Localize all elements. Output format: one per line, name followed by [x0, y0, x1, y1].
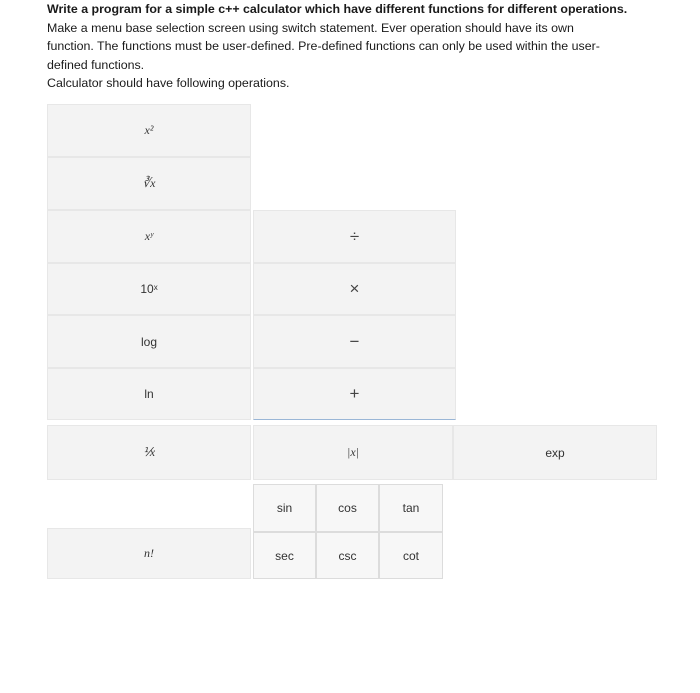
absolute-label: |x|	[347, 445, 359, 459]
sec-label: sec	[275, 548, 294, 563]
cube-root-label: ∛x	[142, 176, 156, 190]
plus-icon: +	[349, 384, 360, 403]
power-label: xʸ	[144, 229, 154, 243]
ten-power-label: 10ˣ	[140, 282, 158, 296]
question-line-3: function. The functions must be user-defined. Pre-defined functions can only be used within the user-	[47, 39, 600, 54]
ln-label: ln	[144, 387, 154, 401]
reciprocal-label: ⅟x	[142, 445, 156, 459]
question-text	[47, 0, 667, 93]
exp-button[interactable]	[453, 425, 657, 480]
sin-label: sin	[276, 501, 293, 515]
cos-label: cos	[338, 501, 357, 515]
log-label: log	[140, 334, 157, 349]
sin-button[interactable]	[253, 484, 316, 532]
absolute-button[interactable]	[253, 425, 453, 480]
square-button[interactable]	[47, 104, 251, 157]
square-label: x²	[144, 123, 154, 137]
question-title: Write a program for a simple c++ calculator which have different functions for different operations.	[47, 2, 628, 16]
exp-label: exp	[545, 445, 565, 460]
log-button[interactable]	[47, 315, 251, 368]
question-line-2: Make a menu base selection screen using switch statement. Ever operation should have its own	[47, 20, 574, 35]
cot-button[interactable]	[379, 532, 443, 579]
divide-button[interactable]	[253, 210, 456, 263]
subtract-button[interactable]	[253, 315, 456, 368]
factorial-label: n!	[144, 546, 154, 560]
ten-power-button[interactable]	[47, 263, 251, 315]
multiply-icon: ×	[349, 279, 360, 298]
minus-icon: −	[349, 331, 360, 351]
multiply-button[interactable]	[253, 263, 456, 315]
ln-button[interactable]	[47, 368, 251, 420]
cot-label: cot	[402, 548, 419, 563]
csc-button[interactable]	[316, 532, 379, 579]
power-button[interactable]	[47, 210, 251, 263]
sec-button[interactable]	[253, 532, 316, 579]
cube-root-button[interactable]	[47, 157, 251, 210]
tan-button[interactable]	[379, 484, 443, 532]
csc-label: csc	[338, 548, 357, 563]
question-line-4: defined functions.	[47, 57, 145, 72]
reciprocal-button[interactable]	[47, 425, 251, 480]
add-button[interactable]	[253, 368, 456, 420]
cos-button[interactable]	[316, 484, 379, 532]
tan-label: tan	[402, 501, 420, 515]
factorial-button[interactable]	[47, 528, 251, 579]
divide-icon: ÷	[349, 226, 360, 246]
question-line-5: Calculator should have following operations.	[47, 76, 290, 91]
